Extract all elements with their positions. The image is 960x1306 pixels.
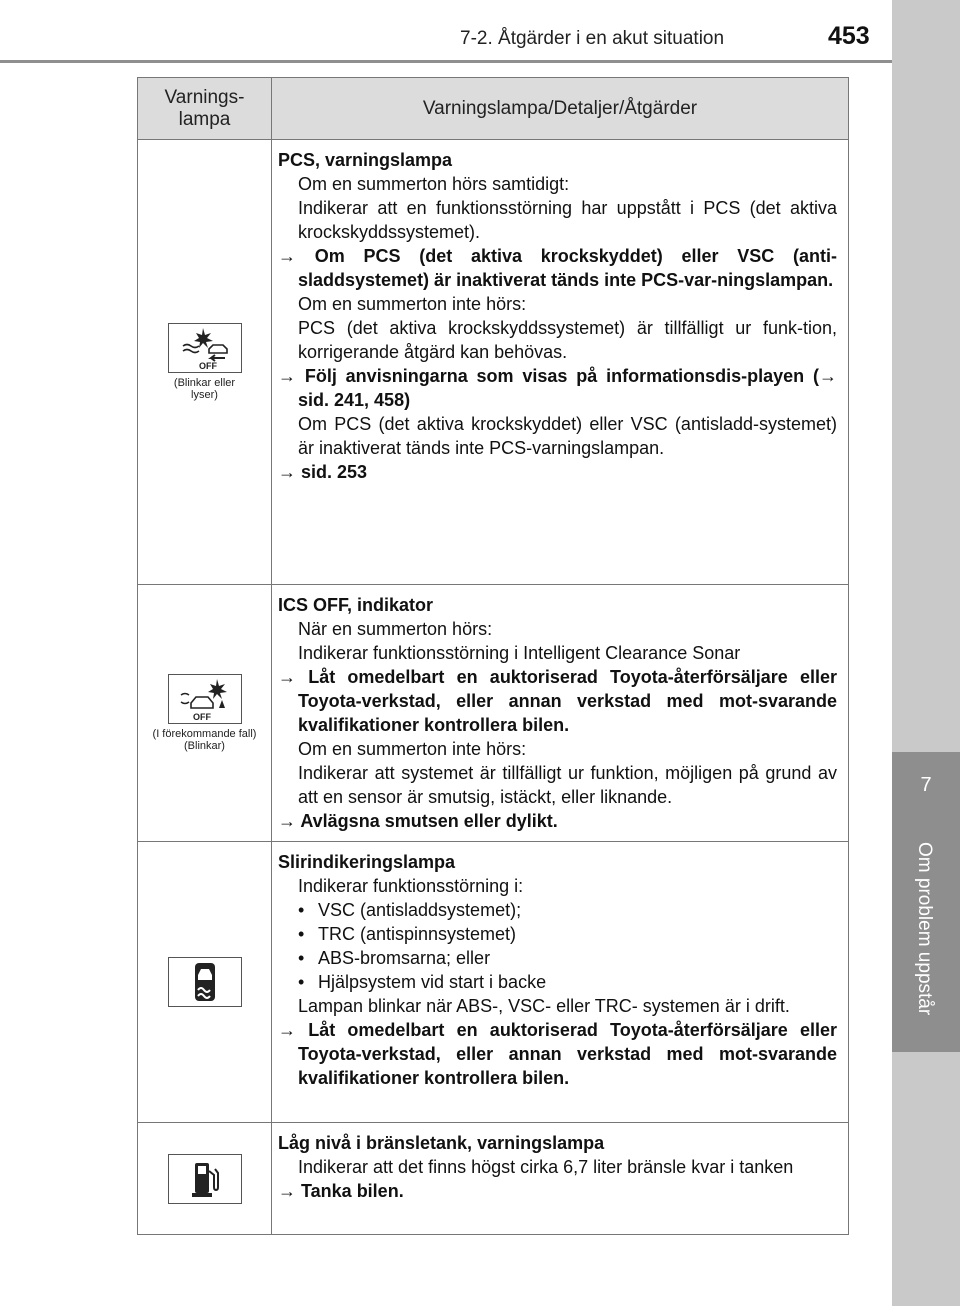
detail-line: Indikerar att en funktionsstörning har uppstått i PCS (det aktiva krockskyddssystemet). — [298, 198, 837, 242]
bullet-item — [278, 970, 837, 994]
table-row — [138, 1123, 849, 1235]
icon-cell — [138, 1123, 272, 1235]
warning-lights-table — [137, 77, 849, 1235]
icon-off-text: OFF — [192, 712, 211, 722]
icon-off-text: OFF — [198, 361, 217, 371]
detail-cell — [272, 842, 849, 1123]
pcs-warning-icon — [168, 323, 242, 373]
row-title: PCS, varningslampa — [278, 150, 453, 170]
bullet-text: VSC (antisladdsystemet); — [318, 900, 522, 920]
slip-indicator-icon — [168, 957, 242, 1007]
detail-line: Om en summerton hörs samtidigt: — [298, 174, 570, 194]
table-row — [138, 140, 849, 585]
bullet-mark: • — [298, 900, 305, 920]
detail-line: Om en summerton inte hörs: — [298, 294, 527, 314]
detail-line: Indikerar funktionsstörning i Intelligent Clearance Sonar — [298, 643, 741, 663]
detail-line: PCS (det aktiva krockskyddssystemet) är tillfälligt ur funk-tion, korrigerande åtgärd kan behövas. — [298, 318, 837, 362]
icon-cell — [138, 585, 272, 842]
icon-caption: (I förekommande fall) (Blinkar) — [152, 728, 257, 752]
bullet-mark: • — [298, 972, 305, 992]
action-line: → Om PCS (det aktiva krockskyddet) eller VSC (anti-sladdsystemet) är inaktiverat tänds inte PCS-var-ningslampan. — [278, 246, 837, 290]
bullet-text: TRC (antispinnsystemet) — [318, 924, 517, 944]
icon-cell — [138, 842, 272, 1123]
detail-line: Indikerar att systemet är tillfälligt ur funktion, möjligen på grund av att en sensor är smutsig, istäckt, eller liknande. — [298, 763, 837, 807]
detail-line: När en summerton hörs: — [298, 619, 493, 639]
column-header-lamp: Varnings- lampa — [138, 78, 272, 140]
icon-cell — [138, 140, 272, 585]
section-title: 7-2. Åtgärder i en akut situation — [460, 28, 725, 49]
row-title: Låg nivå i bränsletank, varningslampa — [278, 1133, 605, 1153]
icon-caption: (Blinkar eller lyser) — [173, 377, 236, 401]
side-tab — [892, 0, 960, 1306]
action-line: → Följ anvisningarna som visas på informationsdis-playen (→ sid. 241, 458) — [278, 366, 837, 410]
detail-cell — [272, 1123, 849, 1235]
detail-cell — [272, 140, 849, 585]
chapter-label: Om problem uppstår — [914, 842, 935, 1016]
row-title: ICS OFF, indikator — [278, 595, 434, 615]
detail-line: Om en summerton inte hörs: — [298, 739, 527, 759]
bullet-text: Hjälpsystem vid start i backe — [318, 972, 547, 992]
fuel-pump-icon — [168, 1154, 242, 1204]
column-header-details: Varningslampa/Detaljer/Åtgärder — [272, 78, 849, 140]
action-line: → Tanka bilen. — [278, 1181, 404, 1201]
action-line: → sid. 253 — [278, 462, 368, 482]
bullet-item — [278, 898, 837, 922]
action-line: → Låt omedelbart en auktoriserad Toyota-återförsäljare eller Toyota-verkstad, eller annan verkstad med mot-svarande kvalifikationer kontrollera bilen. — [278, 1020, 837, 1088]
bullet-item — [278, 946, 837, 970]
bullet-item — [278, 922, 837, 946]
table-row — [138, 585, 849, 842]
action-line: → Låt omedelbart en auktoriserad Toyota-återförsäljare eller Toyota-verkstad, eller annan verkstad med mot-svarande kvalifikationer kontrollera bilen. — [278, 667, 837, 735]
bullet-mark: • — [298, 924, 305, 944]
detail-cell — [272, 585, 849, 842]
table-row — [138, 842, 849, 1123]
header-divider — [0, 60, 892, 63]
detail-line: Lampan blinkar när ABS-, VSC- eller TRC- systemen är i drift. — [298, 996, 790, 1016]
ics-off-icon — [168, 674, 242, 724]
page-number: 453 — [828, 22, 870, 50]
detail-line: Om PCS (det aktiva krockskyddet) eller VSC (antisladd-systemet) är inaktiverat tänds inte PCS-varningslampan. — [298, 414, 837, 458]
action-line: → Avlägsna smutsen eller dylikt. — [278, 811, 558, 831]
row-title: Slirindikeringslampa — [278, 852, 456, 872]
chapter-number: 7 — [920, 774, 932, 796]
bullet-mark: • — [298, 948, 305, 968]
detail-line: Indikerar att det finns högst cirka 6,7 liter bränsle kvar i tanken — [298, 1157, 794, 1177]
bullet-text: ABS-bromsarna; eller — [318, 948, 491, 968]
detail-line: Indikerar funktionsstörning i: — [298, 876, 524, 896]
